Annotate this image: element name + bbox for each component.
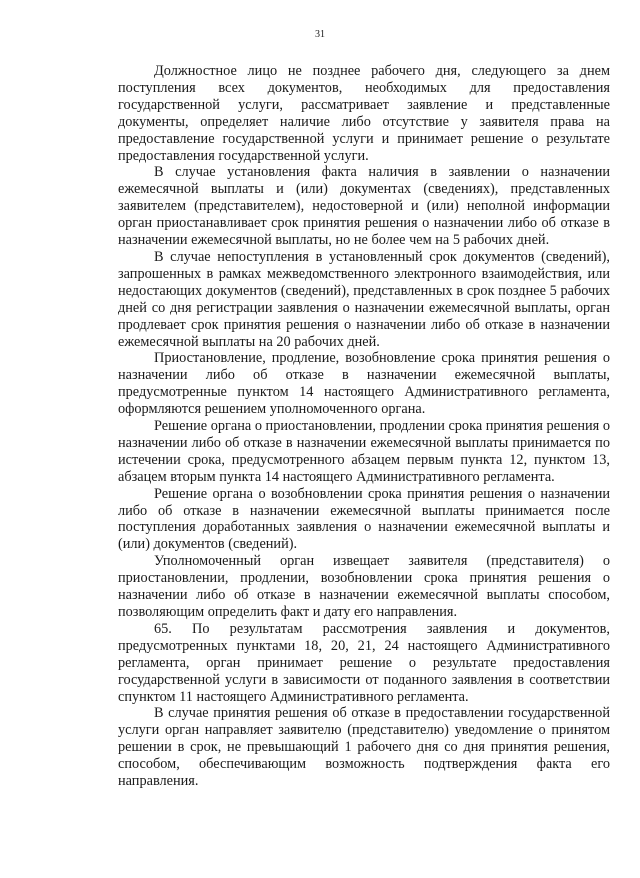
paragraph-refusal-notice: В случае принятия решения об отказе в предоставлении государственной услуги орган направляет заявителю (представителю) уведомление о принятом решении в срок, не превышающий 1 рабочего дня со дня принятия решения, способом, обеспечивающим возможность подтверждения факта его направления. bbox=[118, 705, 610, 790]
paragraph-suspension: В случае установления факта наличия в заявлении о назначении ежемесячной выплаты и (или) документах (сведениях), представленных заявителем (представителем), недостоверной и (или) неполной информации орган приостанавливает срок принятия решения о назначении либо об отказе в назначении ежемесячной выплаты, но не более чем на 5 рабочих дней. bbox=[118, 164, 610, 249]
document-body bbox=[118, 63, 610, 790]
paragraph-notification: Уполномоченный орган извещает заявителя (представителя) о приостановлении, продлении, возобновлении срока принятия решения о назначении либо об отказе в назначении ежемесячной выплаты способом, позволяющим определить факт и дату его направления. bbox=[118, 553, 610, 620]
paragraph-formalization: Приостановление, продление, возобновление срока принятия решения о назначении либо об отказе в назначении ежемесячной выплаты, предусмотренные пунктом 14 настоящего Административного регламента, оформляются решением уполномоченного органа. bbox=[118, 350, 610, 418]
paragraph-suspension-decision: Решение органа о приостановлении, продлении срока принятия решения о назначении либо об отказе в назначении ежемесячной выплаты принимается по истечении срока, предусмотренного абзацем первым пункта 12, пунктом 13, абзацем вторым пункта 14 настоящего Административного регламента. bbox=[118, 418, 610, 485]
paragraph-item-65: 65. По результатам рассмотрения заявления и документов, предусмотренных пунктами 18, 20, 21, 24 настоящего Административного регламента, орган принимает решение о результате предоставления государственной услуги в зависимости от поданного заявления в соответствии спунктом 11 настоящего Административного регламента. bbox=[118, 620, 610, 705]
paragraph-resumption-decision: Решение органа о возобновлении срока принятия решения о назначении либо об отказе в назначении ежемесячной выплаты принимается после поступления доработанных заявления о назначении ежемесячной выплаты и (или) документов (сведений). bbox=[118, 485, 610, 553]
paragraph-decision-deadline: Должностное лицо не позднее рабочего дня, следующего за днем поступления всех документов, необходимых для предоставления государственной услуги, рассматривает заявление и представленные документы, определяет наличие либо отсутствие у заявителя права на предоставление государственной услуги и принимает решение о результате предоставления государственной услуги. bbox=[118, 63, 610, 164]
paragraph-extension: В случае непоступления в установленный срок документов (сведений), запрошенных в рамках межведомственного электронного взаимодействия, или недостающих документов (сведений), представленных в срок позднее 5 рабочих дней со дня регистрации заявления о назначении ежемесячной выплаты, орган продлевает срок принятия решения о назначении либо об отказе в назначении ежемесячной выплаты на 20 рабочих дней. bbox=[118, 248, 610, 350]
page-number: 31 bbox=[315, 29, 325, 40]
